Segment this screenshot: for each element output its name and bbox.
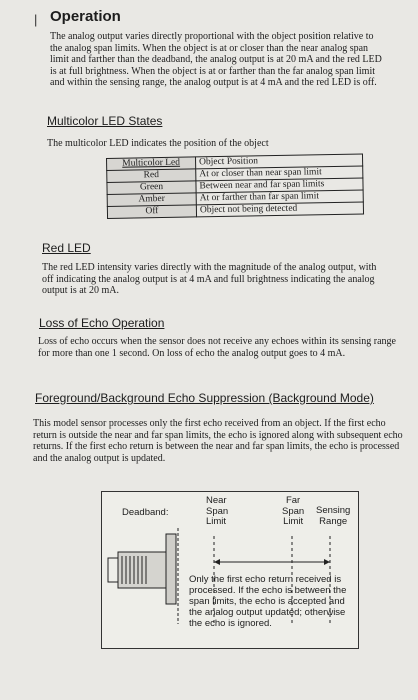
multicolor-description: The multicolor LED indicates the position of the object <box>47 138 269 149</box>
red-led-paragraph: The red LED intensity varies directly with the magnitude of the analog output, with off indicating the analog output is at 4 mA and full brightness indicating the analog output is at 20 mA. <box>42 262 377 296</box>
red-led-heading: Red LED <box>42 241 91 255</box>
margin-mark: | <box>34 12 38 27</box>
led-states-table <box>106 154 364 219</box>
echo-diagram <box>101 491 359 649</box>
led-color-cell: Off <box>107 205 196 219</box>
section-title: Operation <box>50 8 121 25</box>
led-color-cell: Red <box>107 169 196 183</box>
led-color-cell: Multicolor Led <box>107 157 196 171</box>
object-position-cell: Object Position <box>195 154 362 169</box>
object-position-cell: At or closer than near span limit <box>196 166 363 181</box>
led-color-cell: Amber <box>107 193 196 207</box>
near-span-label: Near Span Limit <box>206 495 229 527</box>
sensing-range-label: Sensing Range <box>316 505 351 527</box>
led-color-cell: Green <box>107 181 196 195</box>
foreground-heading: Foreground/Background Echo Suppression (Background Mode) <box>35 391 374 405</box>
deadband-label: Deadband: <box>122 507 169 518</box>
diagram-note: Only the first echo return received is processed. If the echo is between the span limits, the echo is accepted and the analog output updated; otherwise the echo is ignored. <box>189 574 347 629</box>
object-position-cell: At or farther than far span limit <box>196 190 363 205</box>
intro-paragraph: The analog output varies directly proportional with the object position relative to the analog span limits. When the object is at or closer than the near analog span limit and farther than the deadband, the analog output is at 20 mA and the red LED is at full brightness. When the object is at or farther than the far analog span limit and within the sensing range, the analog output is at 4 mA and the red LED is off. <box>50 31 382 88</box>
far-span-label: Far Span Limit <box>282 495 305 527</box>
object-position-cell: Between near and far span limits <box>196 178 363 193</box>
foreground-paragraph: This model sensor processes only the first echo received from an object. If the first echo return is outside the near and far span limits, the echo is ignored along with subsequent echo returns. If the first echo return is between the near and far span limits, the echo is processed and the analog output is updated. <box>33 418 403 464</box>
multicolor-heading: Multicolor LED States <box>47 114 163 128</box>
object-position-cell: Object not being detected <box>196 202 363 217</box>
loss-of-echo-paragraph: Loss of echo occurs when the sensor does not receive any echoes within its sensing range for more than one 1 second. On loss of echo the analog output goes to 4 mA. <box>38 336 396 359</box>
loss-of-echo-heading: Loss of Echo Operation <box>39 316 165 330</box>
